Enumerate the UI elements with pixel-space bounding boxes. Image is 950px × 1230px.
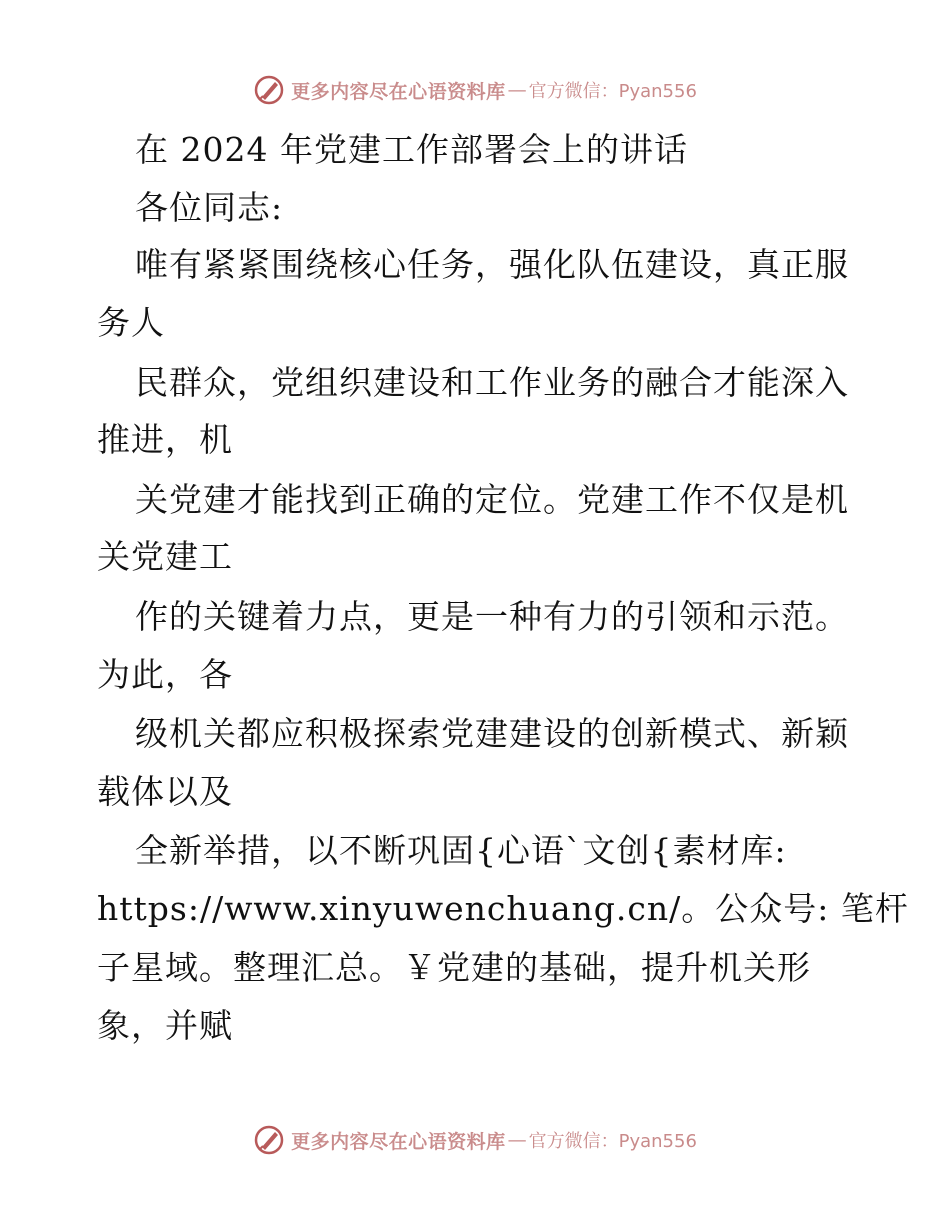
body-line: 象，并赋 — [97, 1006, 233, 1045]
footer-banner — [0, 1120, 950, 1160]
body-line: 级机关都应积极探索党建建设的创新模式、新颖 — [135, 714, 849, 753]
body-line: 作的关键着力点，更是一种有力的引领和示范。 — [135, 597, 849, 636]
document-title: 在 2024 年党建工作部署会上的讲话 — [135, 130, 688, 169]
header-brand-text: 更多内容尽在心语资料库 — [291, 80, 506, 103]
body-line: 载体以及 — [97, 772, 233, 811]
salutation: 各位同志: — [135, 188, 284, 227]
body-line: 唯有紧紧围绕核心任务，强化队伍建设，真正服 — [135, 245, 849, 284]
body-line: 子星域。整理汇总。￥党建的基础，提升机关形 — [97, 948, 811, 987]
quill-pen-logo-icon — [253, 1124, 285, 1156]
header-banner — [0, 70, 950, 110]
footer-separator: — — [507, 1129, 527, 1151]
body-line: https://www.xinyuwenchuang.cn/。公众号: 笔杆 — [97, 889, 909, 928]
body-line: 推进，机 — [97, 420, 233, 459]
quill-pen-logo-icon — [253, 74, 285, 106]
body-line: 为此，各 — [97, 655, 233, 694]
body-line: 关党建才能找到正确的定位。党建工作不仅是机 — [135, 480, 849, 519]
header-wechat-text: 官方微信：Pyan556 — [528, 81, 697, 102]
footer-wechat-text: 官方微信：Pyan556 — [528, 1131, 697, 1152]
header-separator: — — [507, 79, 527, 101]
footer-brand-text: 更多内容尽在心语资料库 — [291, 1130, 506, 1153]
body-line: 关党建工 — [97, 537, 233, 576]
body-line: 全新举措，以不断巩固{心语`文创{素材库: — [135, 831, 787, 870]
body-line: 务人 — [97, 303, 165, 342]
body-line: 民群众，党组织建设和工作业务的融合才能深入 — [135, 363, 849, 402]
